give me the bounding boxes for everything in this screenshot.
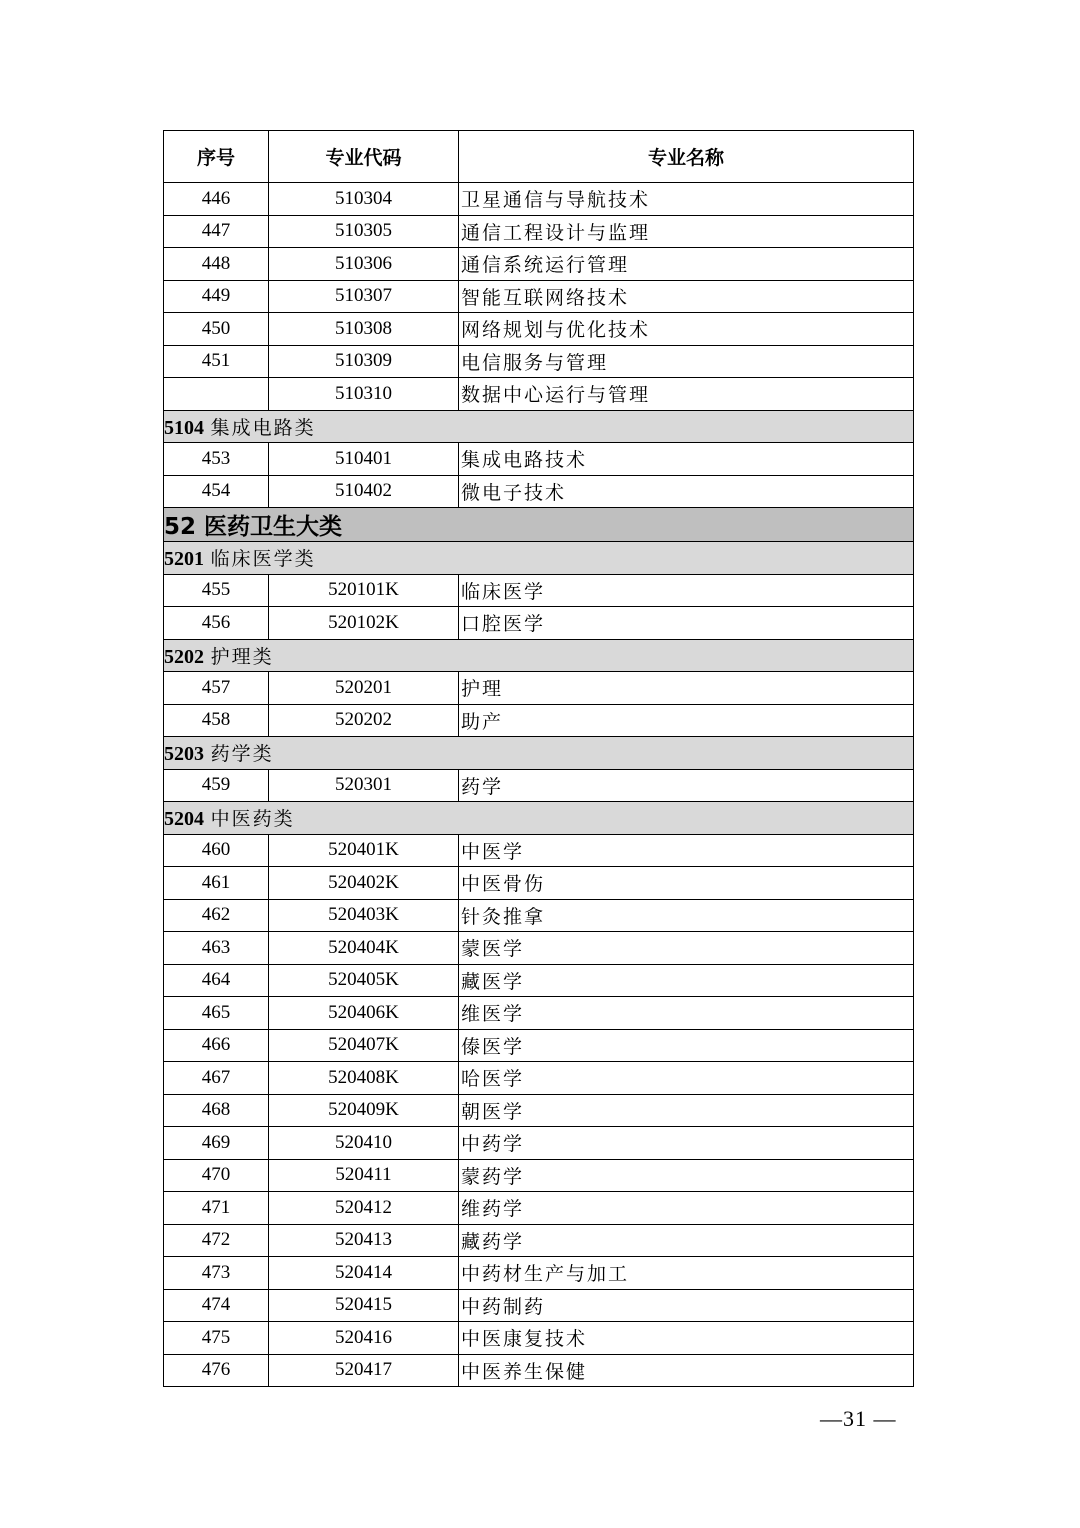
major-name-cell: 智能互联网络技术 [459, 280, 914, 313]
major-name-cell: 藏药学 [459, 1224, 914, 1257]
major-code-cell: 520404K [269, 932, 459, 965]
major-name-cell: 中药学 [459, 1127, 914, 1160]
category-name: 护理类 [210, 645, 274, 668]
major-code-cell: 520413 [269, 1224, 459, 1257]
category-code: 5204 [164, 808, 204, 831]
table-row [164, 378, 914, 411]
major-name-cell: 傣医学 [459, 1029, 914, 1062]
major-name-cell: 药学 [459, 769, 914, 802]
major-name-cell: 哈医学 [459, 1062, 914, 1095]
category-code: 5104 [164, 416, 204, 439]
table-row [164, 1159, 914, 1192]
table-row [164, 997, 914, 1030]
major-code-cell: 520402K [269, 867, 459, 900]
table-row [164, 215, 914, 248]
major-code-cell: 520412 [269, 1192, 459, 1225]
table-body [164, 183, 914, 1387]
major-code-cell: 510308 [269, 313, 459, 346]
major-name-cell: 蒙药学 [459, 1159, 914, 1192]
serial-number-cell: 449 [164, 280, 269, 313]
serial-number-cell: 476 [164, 1354, 269, 1387]
serial-number-cell: 446 [164, 183, 269, 216]
table-row [164, 1192, 914, 1225]
category-name: 集成电路类 [210, 416, 316, 439]
major-name-cell: 卫星通信与导航技术 [459, 183, 914, 216]
major-code-cell: 520101K [269, 574, 459, 607]
table-row [164, 867, 914, 900]
major-name-cell: 中医骨伤 [459, 867, 914, 900]
major-name-cell: 针灸推拿 [459, 899, 914, 932]
table-row [164, 1354, 914, 1387]
category-cell [164, 410, 914, 443]
category-name: 中医药类 [210, 808, 295, 831]
category-cell [164, 737, 914, 770]
major-code-cell: 520301 [269, 769, 459, 802]
serial-number-cell: 473 [164, 1257, 269, 1290]
table-row [164, 1257, 914, 1290]
table-row [164, 248, 914, 281]
category-row [164, 410, 914, 443]
header-serial: 序号 [164, 131, 269, 183]
major-code-cell: 520414 [269, 1257, 459, 1290]
category-name: 药学类 [210, 743, 274, 766]
table-row [164, 672, 914, 705]
table-row [164, 769, 914, 802]
category-code: 5202 [164, 645, 204, 668]
major-code-cell: 510310 [269, 378, 459, 411]
major-code-cell: 520415 [269, 1289, 459, 1322]
major-name-cell: 中医康复技术 [459, 1322, 914, 1355]
major-code-cell: 520201 [269, 672, 459, 705]
major-code-cell: 520410 [269, 1127, 459, 1160]
major-name-cell: 中药材生产与加工 [459, 1257, 914, 1290]
major-code-cell: 520405K [269, 964, 459, 997]
serial-number-cell: 459 [164, 769, 269, 802]
category-row [164, 542, 914, 575]
major-name-cell: 护理 [459, 672, 914, 705]
serial-number-cell [164, 378, 269, 411]
serial-number-cell: 474 [164, 1289, 269, 1322]
major-name-cell: 通信工程设计与监理 [459, 215, 914, 248]
serial-number-cell: 472 [164, 1224, 269, 1257]
serial-number-cell: 455 [164, 574, 269, 607]
major-name-cell: 电信服务与管理 [459, 345, 914, 378]
table-header [164, 131, 914, 183]
table-row [164, 607, 914, 640]
table-row [164, 280, 914, 313]
major-code-cell: 520411 [269, 1159, 459, 1192]
table-row [164, 1062, 914, 1095]
serial-number-cell: 462 [164, 899, 269, 932]
category-cell [164, 802, 914, 835]
serial-number-cell: 461 [164, 867, 269, 900]
category-row [164, 639, 914, 672]
serial-number-cell: 464 [164, 964, 269, 997]
serial-number-cell: 475 [164, 1322, 269, 1355]
table-row [164, 1224, 914, 1257]
table-row [164, 704, 914, 737]
serial-number-cell: 456 [164, 607, 269, 640]
serial-number-cell: 447 [164, 215, 269, 248]
table-row [164, 1289, 914, 1322]
header-name: 专业名称 [459, 131, 914, 183]
page-number: —31 — [820, 1406, 897, 1431]
serial-number-cell: 457 [164, 672, 269, 705]
category-cell [164, 542, 914, 575]
serial-number-cell: 460 [164, 834, 269, 867]
major-code-cell: 520408K [269, 1062, 459, 1095]
major-name-cell: 维药学 [459, 1192, 914, 1225]
serial-number-cell: 454 [164, 475, 269, 508]
serial-number-cell: 463 [164, 932, 269, 965]
category-code: 5203 [164, 743, 204, 766]
table-row [164, 443, 914, 476]
major-code-cell: 520409K [269, 1094, 459, 1127]
serial-number-cell: 451 [164, 345, 269, 378]
major-name-cell: 中药制药 [459, 1289, 914, 1322]
serial-number-cell: 448 [164, 248, 269, 281]
table-row [164, 1029, 914, 1062]
major-code-cell: 510305 [269, 215, 459, 248]
major-code-cell: 520406K [269, 997, 459, 1030]
table-row [164, 899, 914, 932]
table-row [164, 964, 914, 997]
major-name-cell: 临床医学 [459, 574, 914, 607]
serial-number-cell: 470 [164, 1159, 269, 1192]
major-name-cell: 集成电路技术 [459, 443, 914, 476]
major-code-cell: 520102K [269, 607, 459, 640]
major-name-cell: 中医学 [459, 834, 914, 867]
major-name-cell: 中医养生保健 [459, 1354, 914, 1387]
major-code-cell: 520403K [269, 899, 459, 932]
major-name-cell: 网络规划与优化技术 [459, 313, 914, 346]
category-code: 5201 [164, 548, 204, 571]
table-row [164, 574, 914, 607]
table-row [164, 313, 914, 346]
serial-number-cell: 471 [164, 1192, 269, 1225]
serial-number-cell: 466 [164, 1029, 269, 1062]
serial-number-cell: 465 [164, 997, 269, 1030]
serial-number-cell: 469 [164, 1127, 269, 1160]
table-row [164, 1127, 914, 1160]
major-name-cell: 朝医学 [459, 1094, 914, 1127]
header-code: 专业代码 [269, 131, 459, 183]
major-code-cell: 510401 [269, 443, 459, 476]
major-code-cell: 520202 [269, 704, 459, 737]
major-name-cell: 助产 [459, 704, 914, 737]
table-row [164, 834, 914, 867]
serial-number-cell: 467 [164, 1062, 269, 1095]
category-name: 临床医学类 [210, 548, 316, 571]
serial-number-cell: 453 [164, 443, 269, 476]
major-name-cell: 维医学 [459, 997, 914, 1030]
category-row [164, 802, 914, 835]
serial-number-cell: 450 [164, 313, 269, 346]
major-code-cell: 520401K [269, 834, 459, 867]
table-row [164, 1322, 914, 1355]
table-row [164, 475, 914, 508]
major-code-cell: 510307 [269, 280, 459, 313]
major-name-cell: 通信系统运行管理 [459, 248, 914, 281]
major-name-cell: 数据中心运行与管理 [459, 378, 914, 411]
major-code-cell: 510402 [269, 475, 459, 508]
major-category-row [164, 508, 914, 542]
major-code-cell: 510306 [269, 248, 459, 281]
major-code-cell: 510309 [269, 345, 459, 378]
category-cell [164, 639, 914, 672]
major-code-cell: 520416 [269, 1322, 459, 1355]
major-name-cell: 藏医学 [459, 964, 914, 997]
major-name-cell: 微电子技术 [459, 475, 914, 508]
category-row [164, 737, 914, 770]
major-name-cell: 蒙医学 [459, 932, 914, 965]
serial-number-cell: 468 [164, 1094, 269, 1127]
serial-number-cell: 458 [164, 704, 269, 737]
major-category-cell: 52 医药卫生大类 [164, 508, 914, 542]
major-code-cell: 520417 [269, 1354, 459, 1387]
table-row [164, 345, 914, 378]
table-row [164, 183, 914, 216]
table-row [164, 1094, 914, 1127]
major-name-cell: 口腔医学 [459, 607, 914, 640]
major-code-cell: 520407K [269, 1029, 459, 1062]
majors-table [163, 130, 914, 1387]
table-row [164, 932, 914, 965]
major-code-cell: 510304 [269, 183, 459, 216]
